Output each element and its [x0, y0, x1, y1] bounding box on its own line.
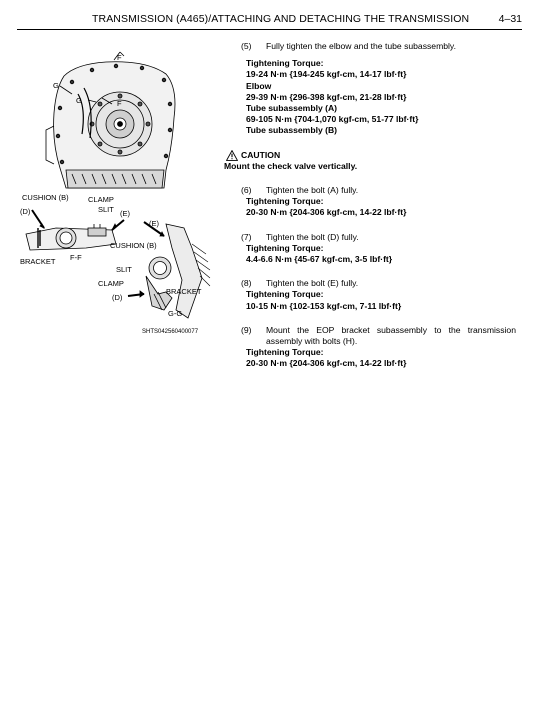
figure-label-f-mid: F: [117, 99, 122, 108]
step-text: Fully tighten the elbow and the tube subassembly.: [266, 41, 456, 51]
step-6: [224, 185, 516, 196]
page-number: 4–31: [498, 13, 522, 25]
figure-label-slit-top: SLIT: [98, 205, 114, 214]
step-text: Tighten the bolt (D) fully.: [266, 231, 359, 242]
page-title: TRANSMISSION (A465)/ATTACHING AND DETACHING THE TRANSMISSION: [92, 13, 470, 25]
procedure-content: [224, 41, 516, 370]
figure-label-g-left: G: [53, 81, 59, 90]
figure-label-clamp-top: CLAMP: [88, 195, 114, 204]
torque-value: 20-30 N·m {204-306 kgf-cm, 14-22 lbf·ft}: [246, 358, 407, 369]
transmission-figure: [16, 48, 216, 340]
transmission-diagram-icon: [16, 48, 216, 340]
figure-label-slit-right: SLIT: [116, 265, 132, 274]
step-8: [224, 278, 516, 289]
page-header: [17, 11, 522, 30]
step-number: (6): [241, 185, 252, 196]
torque-value: 19-24 N·m {194-245 kgf-cm, 14-17 lbf·ft}: [246, 69, 407, 80]
torque-value: 29-39 N·m {296-398 kgf-cm, 21-28 lbf·ft}: [246, 91, 407, 102]
step-text: Tighten the bolt (E) fully.: [266, 278, 359, 289]
figure-label-f-top: F: [117, 53, 122, 62]
torque-value: 69-105 N·m {704-1,070 kgf-cm, 51-77 lbf·ft}: [246, 114, 419, 125]
caution-body: Mount the check valve vertically.: [224, 160, 358, 171]
torque-part: Tube subassembly (A): [246, 103, 338, 114]
figure-label-e-right: (E): [149, 219, 159, 228]
figure-label-clamp-right: CLAMP: [98, 279, 124, 288]
torque-value: 4.4-6.6 N·m {45-67 kgf-cm, 3-5 lbf·ft}: [246, 254, 393, 265]
torque-value: 10-15 N·m {102-153 kgf-cm, 7-11 lbf·ft}: [246, 300, 402, 311]
figure-label-d-top: (D): [20, 207, 31, 216]
torque-label: Tightening Torque:: [246, 196, 324, 207]
figure-code: SHTS042560400077: [142, 329, 199, 335]
figure-label-g-mid: G: [76, 96, 82, 105]
figure-label-e-top: (E): [120, 209, 130, 218]
torque-value: 20-30 N·m {204-306 kgf-cm, 14-22 lbf·ft}: [246, 207, 407, 218]
torque-label: Tightening Torque:: [246, 289, 324, 300]
step-text: Mount the EOP bracket subassembly to the transmission assembly with bolts (H).: [266, 324, 516, 347]
step-7: [224, 232, 516, 243]
step-number: (5): [241, 41, 252, 51]
caution-title: CAUTION: [241, 149, 281, 160]
torque-label: Tightening Torque:: [246, 347, 324, 358]
caution-heading: [226, 150, 516, 161]
figure-label-bracket-left: BRACKET: [20, 257, 56, 266]
torque-part: Tube subassembly (B): [246, 125, 338, 136]
warning-triangle-icon: [226, 150, 238, 161]
step-number: (7): [241, 231, 252, 242]
step-5: [224, 41, 516, 52]
torque-label: Tightening Torque:: [246, 58, 324, 69]
step-number: (9): [241, 324, 252, 335]
figure-label-d-right: (D): [112, 293, 123, 302]
step-text: Tighten the bolt (A) fully.: [266, 185, 359, 196]
torque-part: Elbow: [246, 80, 272, 91]
figure-label-cushion-b-right: CUSHION (B): [110, 241, 157, 250]
figure-label-ff: F-F: [70, 253, 82, 262]
figure-label-gg: G-G: [168, 309, 183, 318]
figure-label-cushion-b-top: CUSHION (B): [22, 193, 69, 202]
step-9: [224, 325, 516, 347]
step-number: (8): [241, 278, 252, 289]
torque-label: Tightening Torque:: [246, 242, 324, 253]
figure-label-bracket-right: BRACKET: [166, 287, 202, 296]
